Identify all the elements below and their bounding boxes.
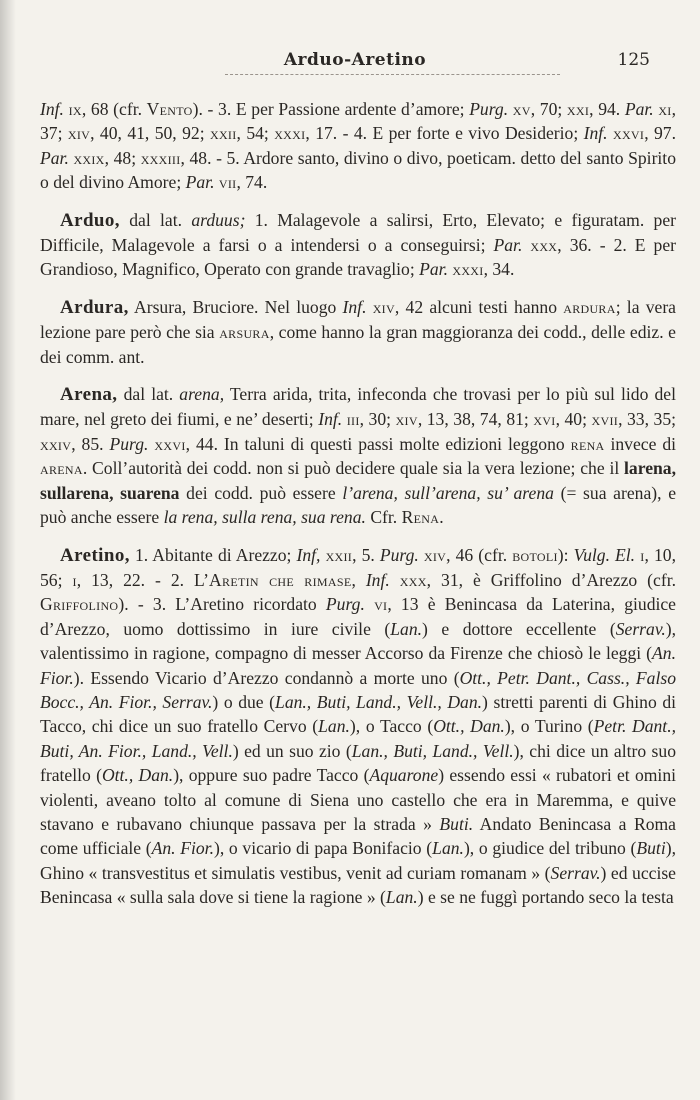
body-text: , 36. - 2. E per Grandioso, Magnifico, Operato con grande travaglio;: [40, 235, 676, 280]
italic-text: Lan., Buti, Land., Vell., Dan.: [275, 691, 483, 712]
small-caps-text: arsura: [219, 322, 270, 343]
small-caps-text: iii: [346, 409, 360, 430]
body-text: ). - 3. E per Passione ardente d’amore;: [192, 99, 470, 119]
italic-text: Ott., Dan.: [101, 765, 174, 786]
italic-text: Par.: [493, 235, 523, 256]
small-caps-text: ix: [68, 99, 82, 119]
italic-text: Serrav.: [615, 618, 666, 639]
body-text: dal lat.: [117, 384, 180, 405]
page-body: [40, 97, 676, 923]
small-caps-text: vi: [374, 594, 388, 615]
small-caps-text: vii: [218, 172, 237, 193]
body-text: ) e se ne fuggì portando seco la testa: [417, 887, 674, 908]
body-text: [365, 594, 374, 614]
italic-text: arena,: [179, 384, 225, 405]
entry-arena: [40, 382, 676, 529]
italic-text: Purg.: [469, 99, 509, 119]
small-caps-text: xxii: [325, 544, 353, 565]
body-text: ) ed uccise Benincasa « sulla sala dove si tiene la ragione » (: [40, 862, 676, 908]
italic-text: Purg.: [379, 544, 419, 565]
small-caps-text: xxvi: [613, 123, 645, 144]
small-caps-text: xiv: [423, 544, 447, 565]
small-caps-text: xxx: [399, 569, 427, 590]
running-header: [40, 42, 670, 72]
body-text: ), o Tacco (: [349, 716, 434, 737]
small-caps-text: xxxi: [452, 259, 484, 280]
small-caps-text: ardura: [563, 296, 616, 317]
body-text: , 40, 41, 50, 92;: [90, 123, 210, 144]
italic-text: Ott., Petr. Dant., Cass., Falso Bocc., An. Fior., Serrav.: [40, 667, 676, 712]
small-caps-text: xiv: [67, 123, 91, 144]
body-text: , 17. - 4. E per forte e vivo Desiderio;: [305, 123, 584, 144]
small-caps-text: xxix: [73, 147, 105, 168]
small-caps-text: Rena: [401, 507, 440, 528]
italic-text: Inf.: [318, 409, 343, 430]
small-caps-text: i: [640, 544, 645, 565]
small-caps-text: arena: [40, 458, 83, 479]
italic-text: Inf.: [342, 296, 367, 317]
small-caps-text: xxx: [530, 235, 558, 256]
body-text: , 40;: [555, 409, 592, 430]
small-caps-text: xvi: [533, 409, 556, 430]
body-text: . Coll’autorità dei codd. non si può decidere quale sia la vera lezione; che il: [82, 458, 625, 479]
body-text: , 13 è Benincasa da Laterina, giudice d’Arezzo, uomo dottissimo in iure civile (: [40, 594, 676, 639]
headword: Arena,: [60, 384, 118, 406]
italic-text: Inf.: [40, 99, 64, 119]
body-text: ; la vera lezione pare però che sia: [40, 296, 676, 343]
page-number: 125: [617, 50, 650, 70]
body-text: ) stretti parenti di Ghino di Tacco, chi dice un suo fratello Cervo (: [40, 691, 676, 737]
small-caps-text: xv: [512, 99, 531, 119]
italic-text: Ott., Dan.: [433, 716, 505, 737]
italic-text: Serrav.: [550, 862, 601, 883]
body-text: , 54;: [236, 123, 275, 144]
body-text: , 44. In taluni di questi passi molte edizioni leggono: [185, 433, 571, 454]
body-text: , 34.: [483, 259, 515, 280]
body-text: , 94.: [589, 99, 625, 119]
italic-text: An. Fior.: [40, 643, 676, 688]
entry-ardura: [40, 295, 676, 369]
italic-text: Par.: [419, 259, 448, 280]
small-caps-text: xi: [658, 99, 672, 119]
italic-text: An. Fior.: [151, 838, 214, 859]
italic-text: Aquarone: [369, 765, 439, 786]
body-text: ), o vicario di papa Bonifacio (: [213, 838, 433, 859]
body-text: ), o Turino (: [504, 716, 594, 737]
small-caps-text: xxvi: [154, 433, 186, 454]
italic-text: Par.: [40, 147, 69, 168]
body-text: ). - 3. L’Aretino ricordato: [118, 594, 326, 615]
body-text: ) e dottore eccellente (: [422, 618, 616, 639]
headword: Arduo,: [60, 209, 120, 231]
headword: Aretino,: [60, 544, 130, 566]
small-caps-text: botoli: [512, 544, 558, 565]
entry-aretino: [40, 543, 676, 910]
italic-text: Lan.: [390, 618, 423, 639]
small-caps-text: xxxi: [274, 123, 306, 144]
italic-text: Inf,: [296, 544, 321, 565]
body-text: , 13, 22. - 2. L’: [76, 569, 210, 590]
body-text: , 74.: [236, 172, 268, 193]
body-text: [390, 570, 400, 590]
body-text: , 48. - 5. Ardore santo, divino o divo, poeticam. detto del santo Spirito o del divino Amore;: [40, 147, 676, 193]
italic-text: Vulg. El.: [573, 544, 636, 565]
italic-text: Inf.: [365, 569, 390, 590]
body-text: , 68 (cfr.: [81, 99, 147, 119]
body-text: , 48;: [104, 147, 141, 168]
small-caps-text: xvii: [591, 409, 619, 430]
italic-text: l’arena, sull’arena, su’ arena: [342, 482, 554, 503]
body-text: (= sua arena), e può anche essere: [40, 482, 677, 528]
body-text: dei codd. può essere: [179, 482, 343, 503]
small-caps-text: xxxiii: [140, 147, 181, 168]
body-text: , 5.: [352, 544, 380, 565]
italic-text: arduus;: [191, 209, 246, 230]
small-caps-text: xiv: [372, 296, 395, 317]
body-text: ) o due (: [212, 691, 276, 712]
body-text: , 85.: [71, 433, 110, 454]
page-binding-shadow: [0, 0, 16, 1100]
body-text: , 97.: [644, 123, 676, 144]
body-text: Andato Benincasa a Roma come ufficiale (: [40, 813, 676, 859]
italic-text: Purg.: [325, 594, 365, 615]
body-text: dal lat.: [119, 209, 192, 230]
body-text: , 30;: [359, 409, 396, 430]
body-text: invece di: [604, 433, 677, 454]
small-caps-text: xxi: [566, 99, 590, 119]
small-caps-text: rena: [570, 433, 605, 454]
body-text: , come hanno la gran maggioranza dei codd., delle ediz. e dei comm. ant.: [40, 322, 676, 367]
body-text: ), valentissimo in ragione, compagno di messer Accorso da Firenze che chiosò le leggi (: [40, 618, 676, 664]
italic-text: Lan., Buti, Land., Vell.: [351, 740, 514, 761]
italic-text: Buti.: [439, 813, 474, 834]
body-text: , 46 (cfr.: [446, 544, 513, 565]
italic-text: Par.: [185, 172, 215, 193]
paragraph-ardore-continuation: [40, 97, 676, 195]
italic-text: Par.: [624, 99, 654, 119]
small-caps-text: Aretin che rimase: [209, 569, 352, 590]
italic-text: Inf.: [583, 123, 608, 144]
body-text: Terra arida, trita, infeconda che trovasi per lo più sul lido del mare, nel greto dei fiumi, e ne’ deserti;: [40, 384, 676, 430]
body-text: ) essendo essi « rubatori et omini violenti, aveano tolto al comune di Siena uno castello che era in Maremma, e quive stavano e rubavano chiunque passava per la strada »: [40, 765, 677, 834]
small-caps-text: xxii: [209, 123, 237, 144]
body-text: .: [439, 507, 444, 528]
body-text: , 42 alcuni testi hanno: [394, 296, 564, 317]
running-title: Arduo-Aretino: [283, 50, 427, 70]
italic-text: Buti: [636, 838, 666, 859]
body-text: , 37;: [40, 99, 676, 144]
body-text: ) ed un suo zio (: [232, 740, 352, 761]
headword: Ardura,: [60, 296, 129, 318]
italic-text: Petr. Dant., Buti, An. Fior., Land., Vell.: [40, 716, 676, 761]
italic-text: la rena, sulla rena, sua rena.: [163, 507, 366, 528]
header-rule: [225, 74, 560, 75]
body-text: ), Ghino « transvestitus et simulatis vestibus, venit ad curiam romanam » (: [40, 838, 676, 883]
body-text: ), o giudice del tribuno (: [463, 838, 637, 859]
body-text: ,: [351, 569, 366, 590]
body-text: Cfr.: [365, 507, 402, 528]
body-text: ):: [557, 544, 574, 565]
body-text: 1. Abitante di Arezzo;: [129, 544, 297, 565]
small-caps-text: xiv: [395, 409, 418, 430]
body-text: ), chi dice un altro suo fratello (: [40, 740, 676, 786]
body-text: ), oppure suo padre Tacco (: [173, 765, 370, 786]
body-text: Arsura, Bruciore. Nel luogo: [128, 296, 343, 317]
bold-text: larena, sullarena, suarena: [40, 458, 676, 503]
body-text: ). Essendo Vicario d’Arezzo condannò a morte uno (: [73, 667, 460, 688]
entry-arduo: [40, 208, 676, 282]
italic-text: Lan.: [385, 887, 418, 908]
small-caps-text: Vento: [146, 99, 193, 119]
small-caps-text: xxiv: [40, 433, 72, 454]
body-text: , 33, 35;: [618, 409, 677, 430]
body-text: 1. Malagevole a salirsi, Erto, Elevato; e figuratam. per Difficile, Malagevole a farsi o a intendersi o a conseguirsi;: [40, 209, 676, 256]
body-text: , 10, 56;: [40, 544, 676, 590]
italic-text: Lan.: [432, 838, 464, 859]
body-text: , 13, 38, 74, 81;: [417, 409, 534, 430]
italic-text: Purg.: [109, 433, 149, 454]
small-caps-text: Griffolino: [40, 594, 119, 615]
body-text: , 31, è Griffolino d’Arezzo (cfr.: [426, 569, 676, 590]
body-text: , 70;: [530, 99, 567, 119]
italic-text: Lan.: [318, 716, 350, 737]
small-caps-text: i: [72, 569, 77, 590]
